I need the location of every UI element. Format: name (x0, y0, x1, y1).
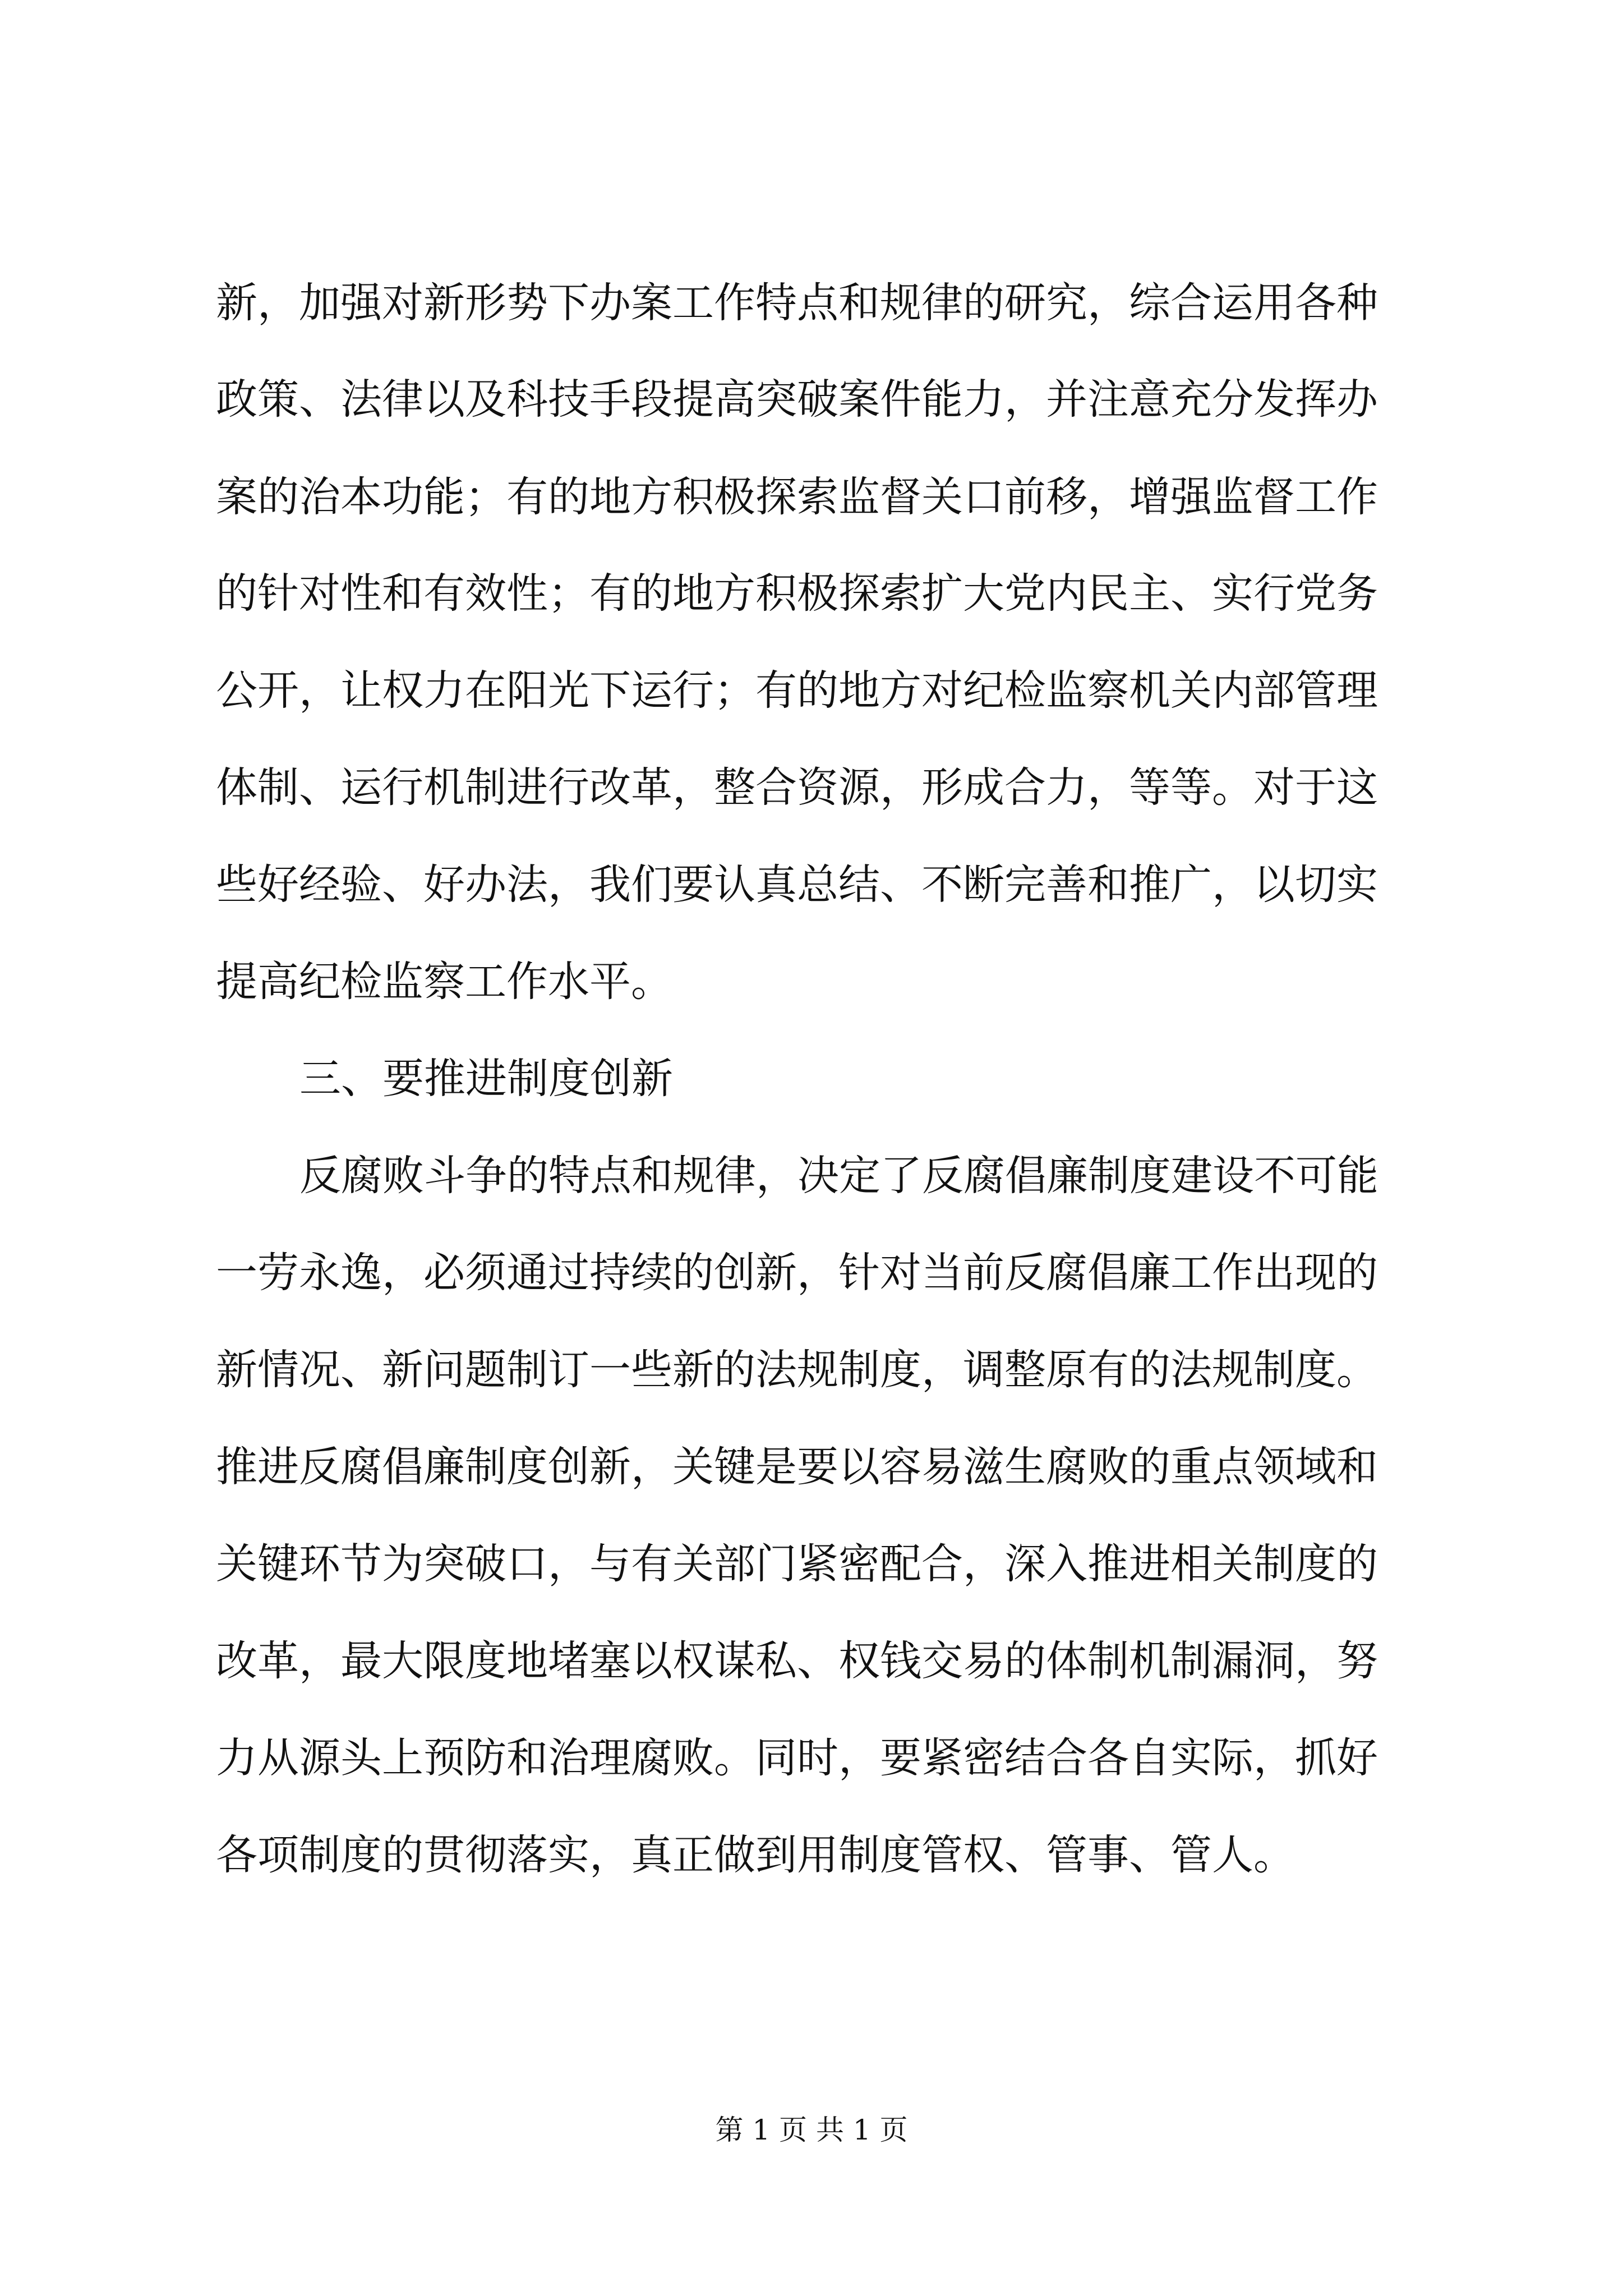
paragraph-1-line-2: 政策、法律以及科技手段提高突破案件能力，并注意充分发挥办 (216, 375, 1378, 424)
paragraph-1-line-6: 体制、运行机制进行改革，整合资源，形成合力，等等。对于这 (216, 763, 1378, 812)
paragraph-2-line-4: 推进反腐倡廉制度创新，关键是要以容易滋生腐败的重点领域和 (216, 1443, 1378, 1491)
page-footer: 第 1 页 共 1 页 (715, 2114, 908, 2146)
paragraph-1-line-5: 公开，让权力在阳光下运行；有的地方对纪检监察机关内部管理 (216, 666, 1378, 715)
paragraph-2-line-6: 改革，最大限度地堵塞以权谋私、权钱交易的体制机制漏洞，努 (216, 1637, 1378, 1685)
paragraph-1-line-1: 新，加强对新形势下办案工作特点和规律的研究，综合运用各种 (216, 279, 1378, 327)
paragraph-2-line-3: 新情况、新问题制订一些新的法规制度，调整原有的法规制度。 (216, 1346, 1378, 1394)
paragraph-2-line-7: 力从源头上预防和治理腐败。同时，要紧密结合各自实际，抓好 (216, 1734, 1378, 1782)
paragraph-2-line-5: 关键环节为突破口，与有关部门紧密配合，深入推进相关制度的 (216, 1540, 1378, 1588)
section-heading: 三、要推进制度创新 (299, 1055, 673, 1103)
paragraph-1-line-8: 提高纪检监察工作水平。 (216, 958, 672, 1006)
paragraph-2-line-2: 一劳永逸，必须通过持续的创新，针对当前反腐倡廉工作出现的 (216, 1249, 1378, 1297)
paragraph-1-line-7: 些好经验、好办法，我们要认真总结、不断完善和推广，以切实 (216, 861, 1378, 909)
paragraph-2-line-1: 反腐败斗争的特点和规律，决定了反腐倡廉制度建设不可能 (299, 1152, 1378, 1200)
paragraph-2-line-8: 各项制度的贯彻落实，真正做到用制度管权、管事、管人。 (216, 1831, 1295, 1879)
paragraph-1-line-3: 案的治本功能；有的地方积极探索监督关口前移，增强监督工作 (216, 473, 1378, 521)
paragraph-1-line-4: 的针对性和有效性；有的地方积极探索扩大党内民主、实行党务 (216, 569, 1378, 618)
